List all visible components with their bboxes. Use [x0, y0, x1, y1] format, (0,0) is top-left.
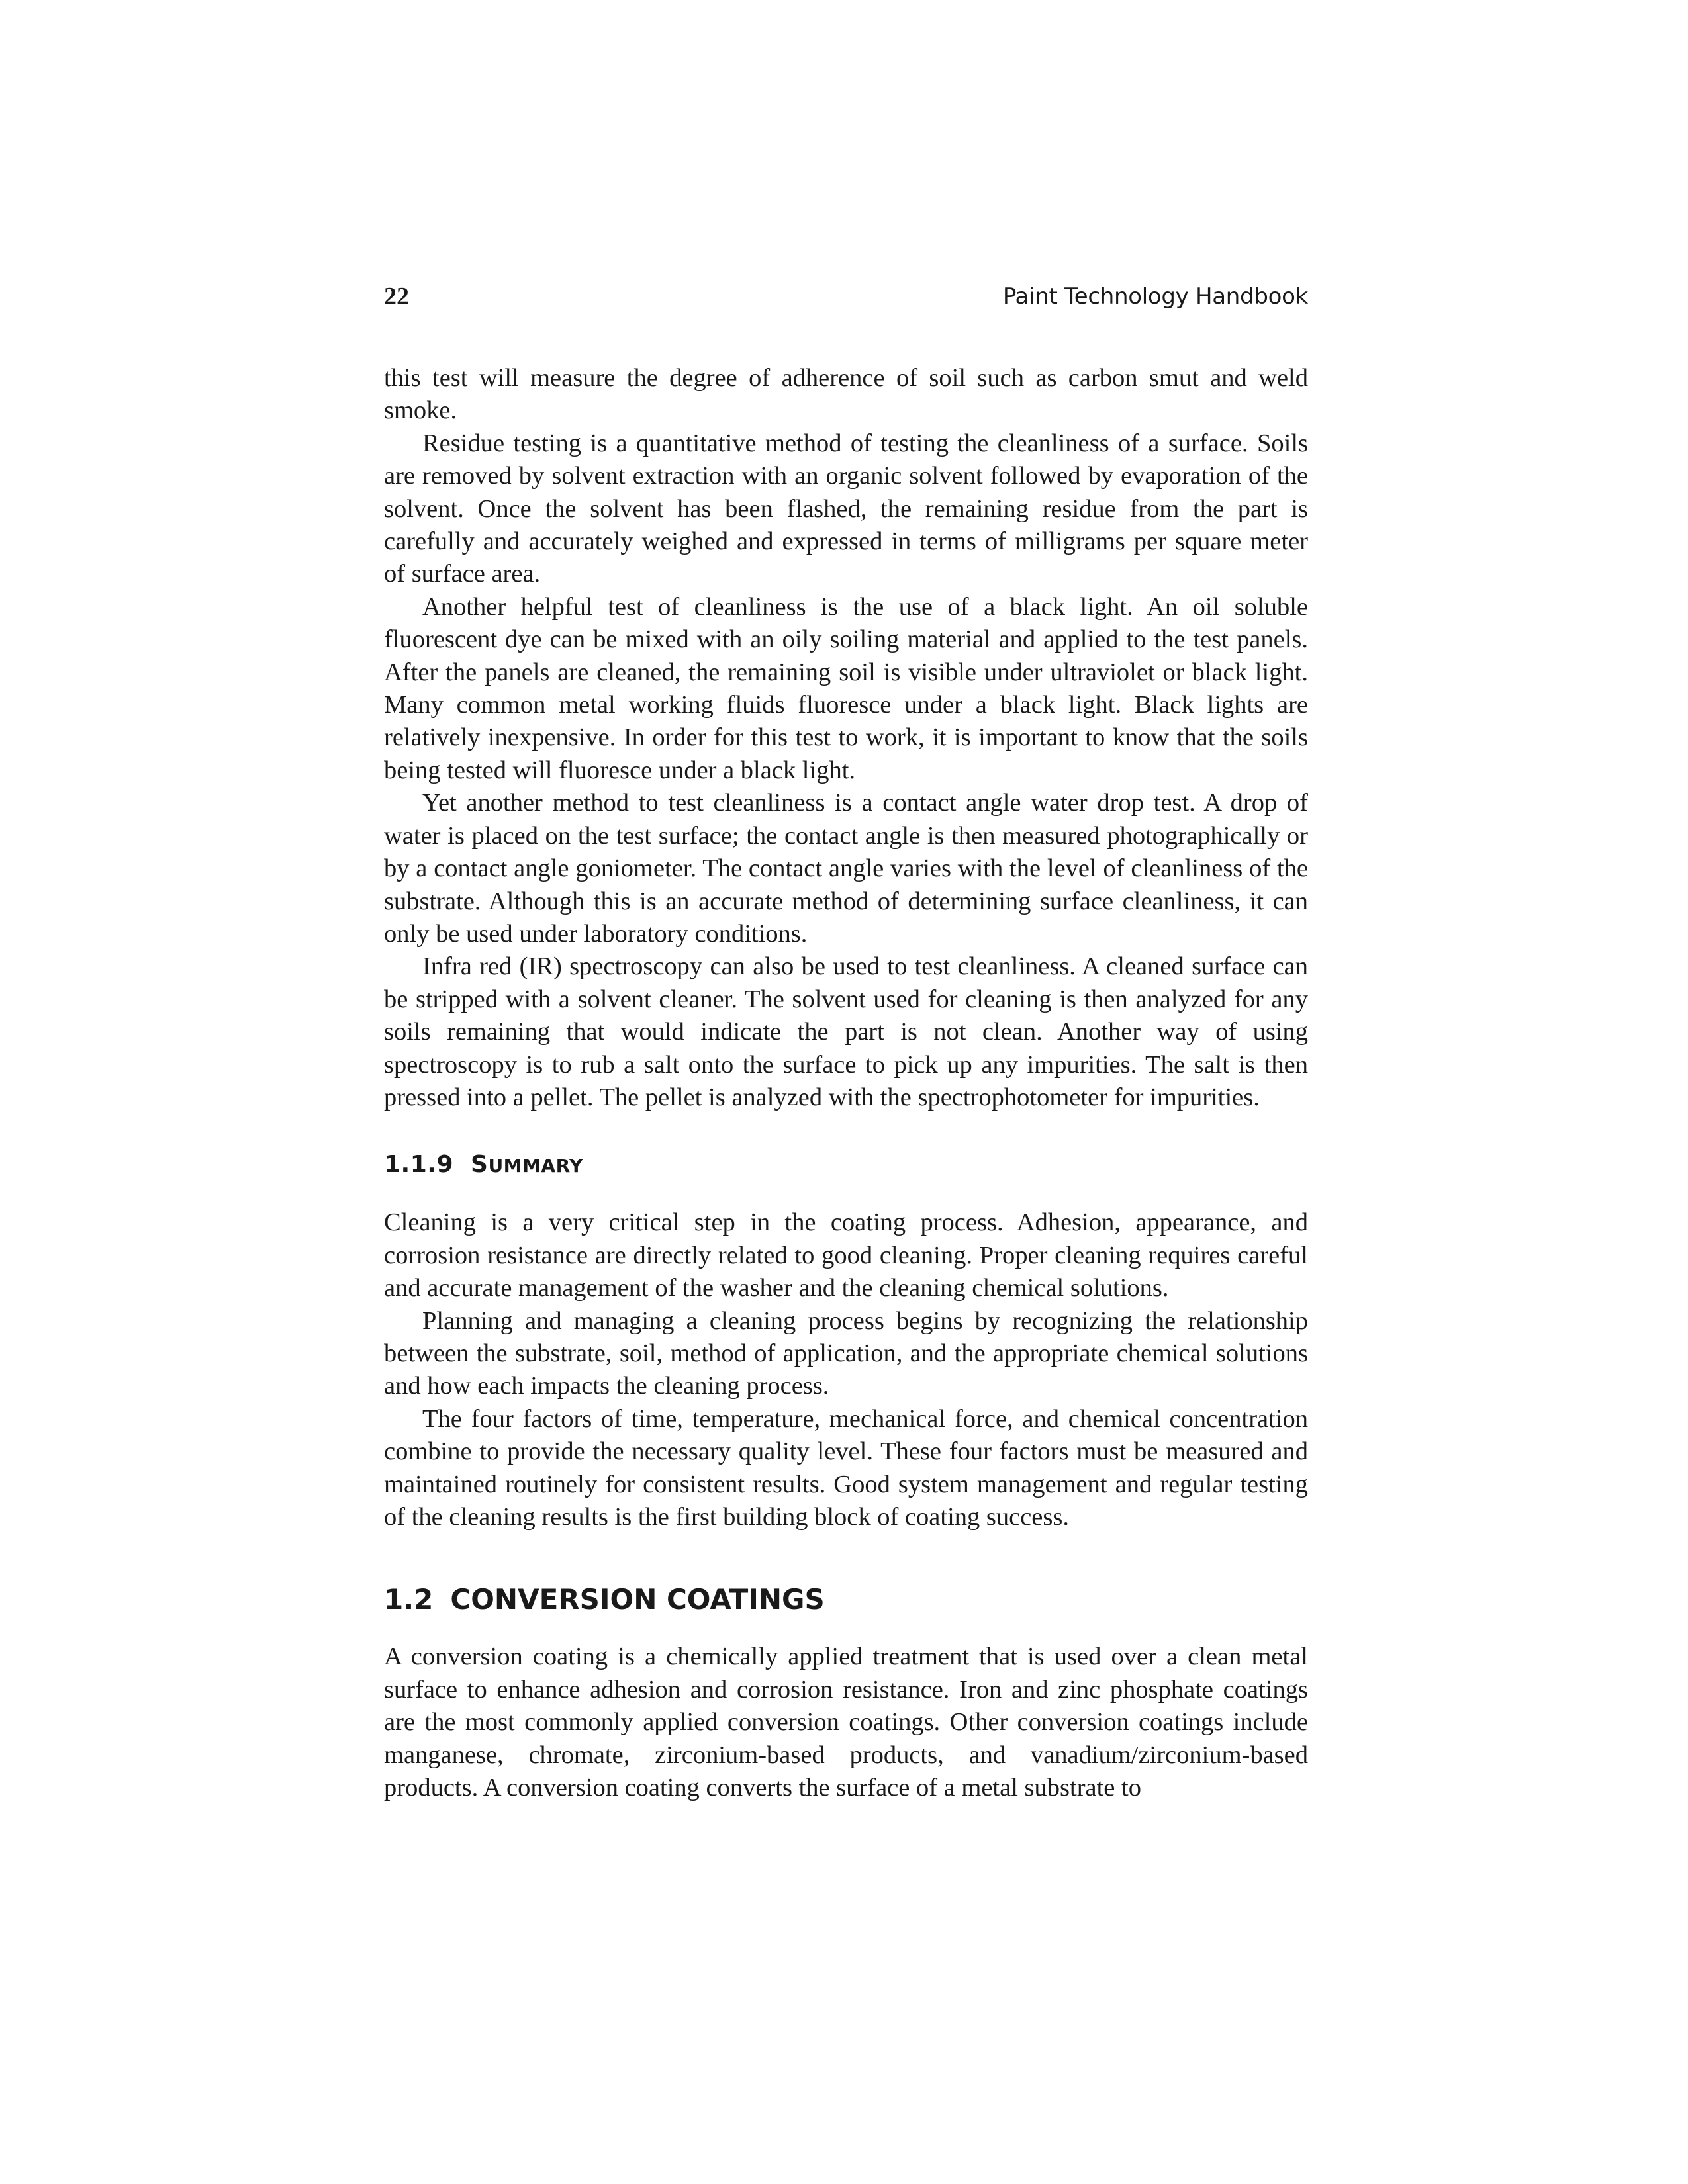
page-header	[384, 277, 1308, 316]
paragraph: Residue testing is a quantitative method of testing the cleanliness of a surface. Soils are removed by solvent extraction with an organic solvent followed by evaporation of the solvent. Once the solvent has been flashed, the remaining residue from the part is carefully and accurately weighed and expressed in terms of milligrams per square meter of surface area.	[384, 429, 1308, 588]
section-title: CONVERSION COATINGS	[450, 1583, 825, 1616]
paragraph: A conversion coating is a chemically applied treatment that is used over a clean metal surface to enhance adhesion and corrosion resistance. Iron and zinc phosphate coatings are the most commonly applied conversion coatings. Other conversion coatings include manganese, chromate, zirconium-based products, and vanadium/zirconium-based products. A conversion coating converts the surface of a metal substrate to	[384, 1643, 1308, 1802]
paragraph: Cleaning is a very critical step in the coating process. Adhesion, appearance, and corrosion resistance are directly related to good cleaning. Proper cleaning requires careful and accurate management of the washer and the cleaning chemical solutions.	[384, 1208, 1308, 1302]
paragraph: Infra red (IR) spectroscopy can also be used to test cleanliness. A cleaned surface can be stripped with a solvent cleaner. The solvent used for cleaning is then analyzed for any soils remaining that would indicate the part is not clean. Another way of using spectroscopy is to rub a salt onto the surface to pick up any impurities. The salt is then pressed into a pellet. The pellet is analyzed with the spectrophotometer for impurities.	[384, 952, 1308, 1111]
subsection-title-initial: S	[471, 1151, 489, 1179]
paragraph: The four factors of time, temperature, mechanical force, and chemical concentration combine to provide the necessary quality level. These four factors must be measured and maintained routinely for consistent results. Good system management and regular testing of the cleaning results is the first building block of coating success.	[384, 1404, 1308, 1531]
paragraph: Yet another method to test cleanliness is a contact angle water drop test. A drop of water is placed on the test surface; the contact angle is then measured photographically or by a contact angle goniometer. The contact angle varies with the level of cleanliness of the substrate. Although this is an accurate method of determining surface cleanliness, it can only be used under laboratory conditions.	[384, 789, 1308, 948]
section-number: 1.2	[384, 1583, 434, 1616]
section-heading	[384, 1581, 1308, 1618]
paragraph: Another helpful test of cleanliness is the use of a black light. An oil soluble fluorescent dye can be mixed with an oily soiling material and applied to the test panels. After the panels are cleaned, the remaining soil is visible under ultraviolet or black light. Many common metal working fluids fluoresce under a black light. Black lights are relatively inexpensive. In order for this test to work, it is important to know that the soils being tested will fluoresce under a black light.	[384, 592, 1308, 784]
running-head: Paint Technology Handbook	[1002, 283, 1308, 310]
subsection-title-rest: UMMARY	[488, 1155, 583, 1177]
body-text	[384, 362, 1308, 1804]
paragraph: this test will measure the degree of adherence of soil such as carbon smut and weld smoke.	[384, 364, 1308, 425]
subsection-heading	[384, 1148, 1308, 1183]
paragraph: Planning and managing a cleaning process begins by recognizing the relationship between the substrate, soil, method of application, and the appropriate chemical solutions and how each impacts the cleaning process.	[384, 1306, 1308, 1400]
page-number: 22	[384, 283, 409, 310]
subsection-number: 1.1.9	[384, 1151, 453, 1179]
